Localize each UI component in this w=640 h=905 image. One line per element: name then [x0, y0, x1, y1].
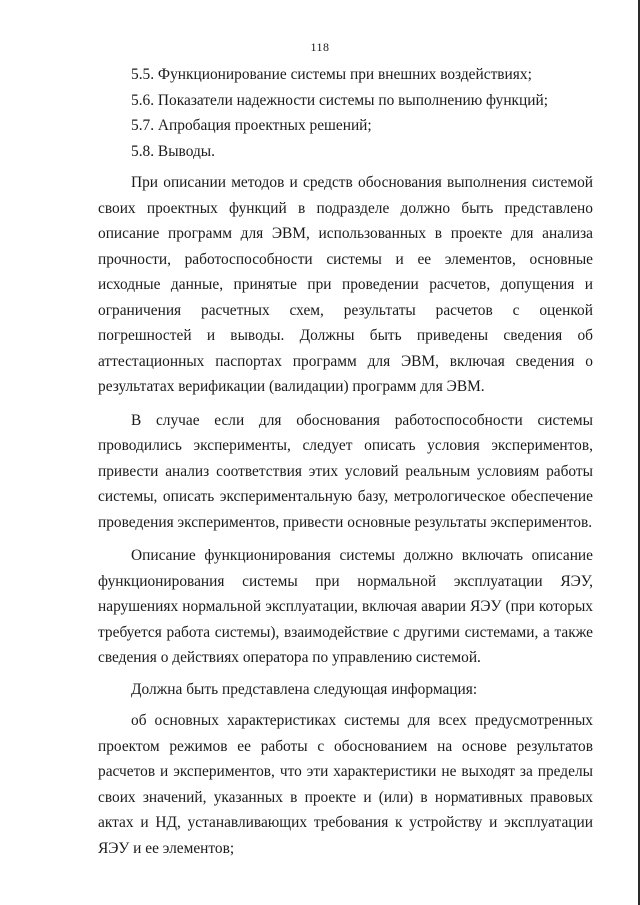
paragraph-experiments: В случае если для обоснования работоспособности системы проводились эксперименты, следует описать условия экспериментов, привести анализ соответствия этих условий реальным условиям работы системы, описать экспериментальную базу, метрологическое обеспечение проведения экспериментов, привести основные результаты экспериментов.: [98, 411, 593, 531]
paragraph-characteristics: об основных характеристиках системы для всех предусмотренных проектом режимов ее работы с обоснованием на основе результатов расчетов и экспериментов, что эти характеристики не выходят за пределы своих значений, указанных в проекте и (или) в нормативных правовых актах и НД, устанавливающих требования к устройству и эксплуатации ЯЭУ и ее элементов;: [98, 712, 593, 857]
paragraph-methods: При описании методов и средств обоснования выполнения системой своих проектных функций в подразделе должно быть представлено описание программ для ЭВМ, использованных в проекте для анализа прочности, работоспособности системы и ее элементов, основные исходные данные, принятые при проведении расчетов, допущения и ограничения расчетных схем, результаты расчетов с оценкой погрешностей и выводы. Должны быть приведены сведения об аттестационных паспортах программ для ЭВМ, включая сведения о результатах верификации (валидации) программ для ЭВМ.: [98, 174, 593, 395]
list-item-5-6: 5.6. Показатели надежности системы по выполнению функций;: [131, 91, 549, 109]
page-number: 118: [310, 40, 330, 54]
page-body: [98, 62, 593, 861]
list-item-5-8: 5.8. Выводы.: [131, 142, 215, 160]
paragraph-functioning: Описание функционирования системы должно включать описание функционирования системы при нормальной эксплуатации ЯЭУ, нарушениях нормальной эксплуатации, включая аварии ЯЭУ (при которых требуется работа системы), взаимодействие с другими системами, а также сведения о действиях оператора по управлению системой.: [98, 547, 593, 666]
list-item-5-7: 5.7. Апробация проектных решений;: [131, 117, 372, 134]
paragraph-info-intro: Должна быть представлена следующая информация:: [131, 680, 478, 698]
list-item-5-5: 5.5. Функционирование системы при внешних воздействиях;: [131, 66, 532, 83]
